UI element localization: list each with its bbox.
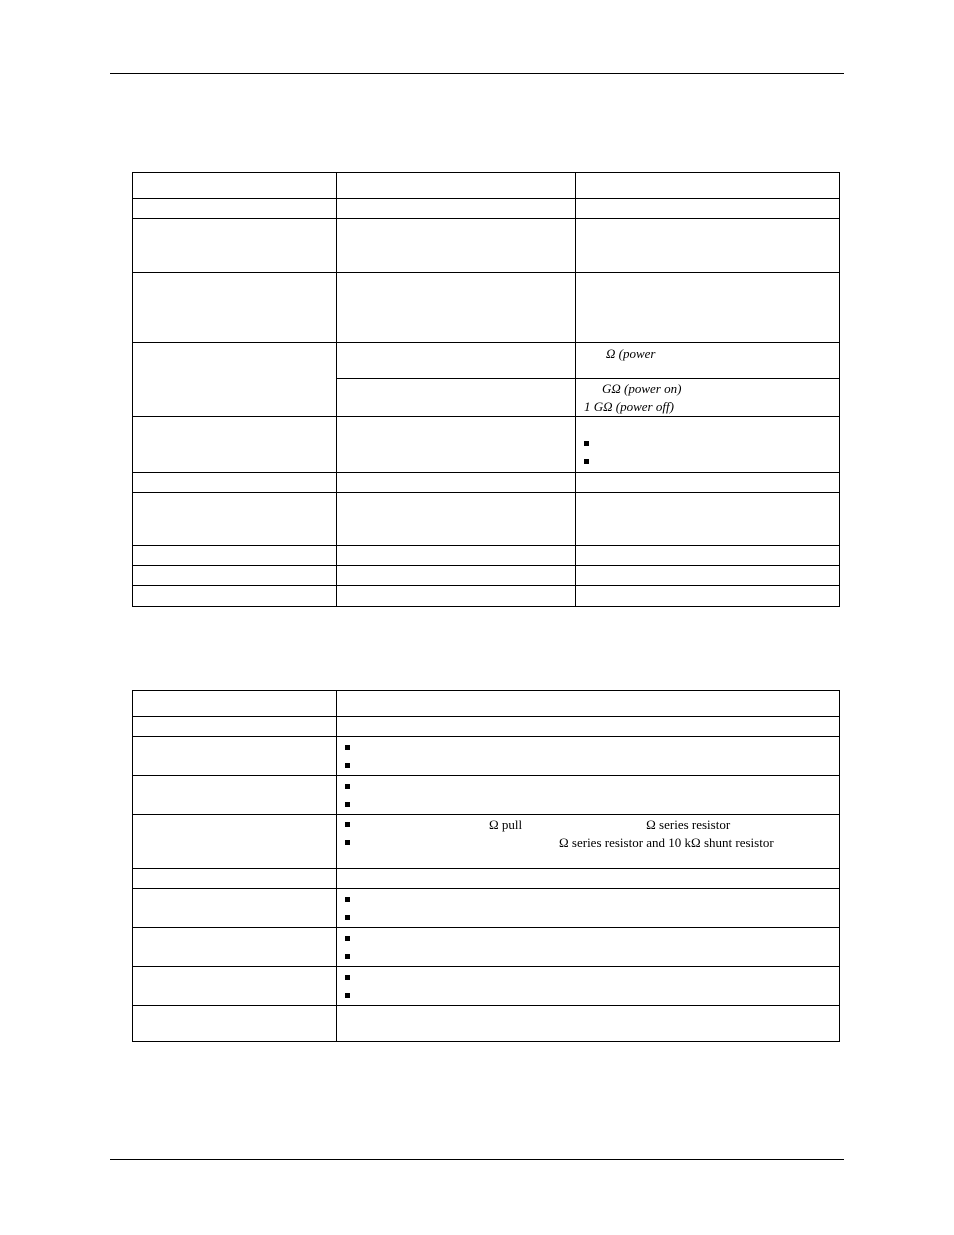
table-row [133,493,840,546]
list-item [345,891,839,909]
table-row [133,928,840,967]
list-item [345,796,839,814]
table-row [133,473,840,493]
spec-table-1 [132,172,840,607]
list-item [345,948,839,966]
table-row [133,343,840,379]
impedance-power-off-text: 1 GΩ (power off) [584,399,674,414]
list-item [345,757,839,775]
table-row [133,967,840,1006]
table-row [133,273,840,343]
list-item [584,435,839,453]
series-resistor-text: Ω series resistor [646,817,731,832]
footer-rule [110,1159,844,1160]
table-row [133,737,840,776]
shunt-resistor-text: Ω series resistor and 10 kΩ shunt resistor [559,835,774,850]
table-row [133,219,840,273]
list-item [345,816,839,834]
spec-table-2 [132,690,840,1042]
table-row [133,417,840,473]
impedance-power-text: Ω (power [606,346,656,361]
table-row [133,199,840,219]
table-row [133,173,840,199]
pullup-text: Ω pull [489,817,523,832]
list-item [345,739,839,757]
table-row [133,586,840,607]
table-row [133,889,840,928]
table-row [133,776,840,815]
header-rule [110,73,844,74]
table-row [133,1006,840,1042]
list-item [345,969,839,987]
table-row [133,566,840,586]
table-row [133,691,840,717]
list-item [345,987,839,1005]
table-row [133,717,840,737]
table-row [133,815,840,869]
list-item [345,834,839,852]
list-item [345,930,839,948]
table-row [133,869,840,889]
impedance-power-on-text: GΩ (power on) [602,381,682,396]
list-item [584,453,839,471]
table-row [133,546,840,566]
list-item [345,778,839,796]
list-item [345,909,839,927]
